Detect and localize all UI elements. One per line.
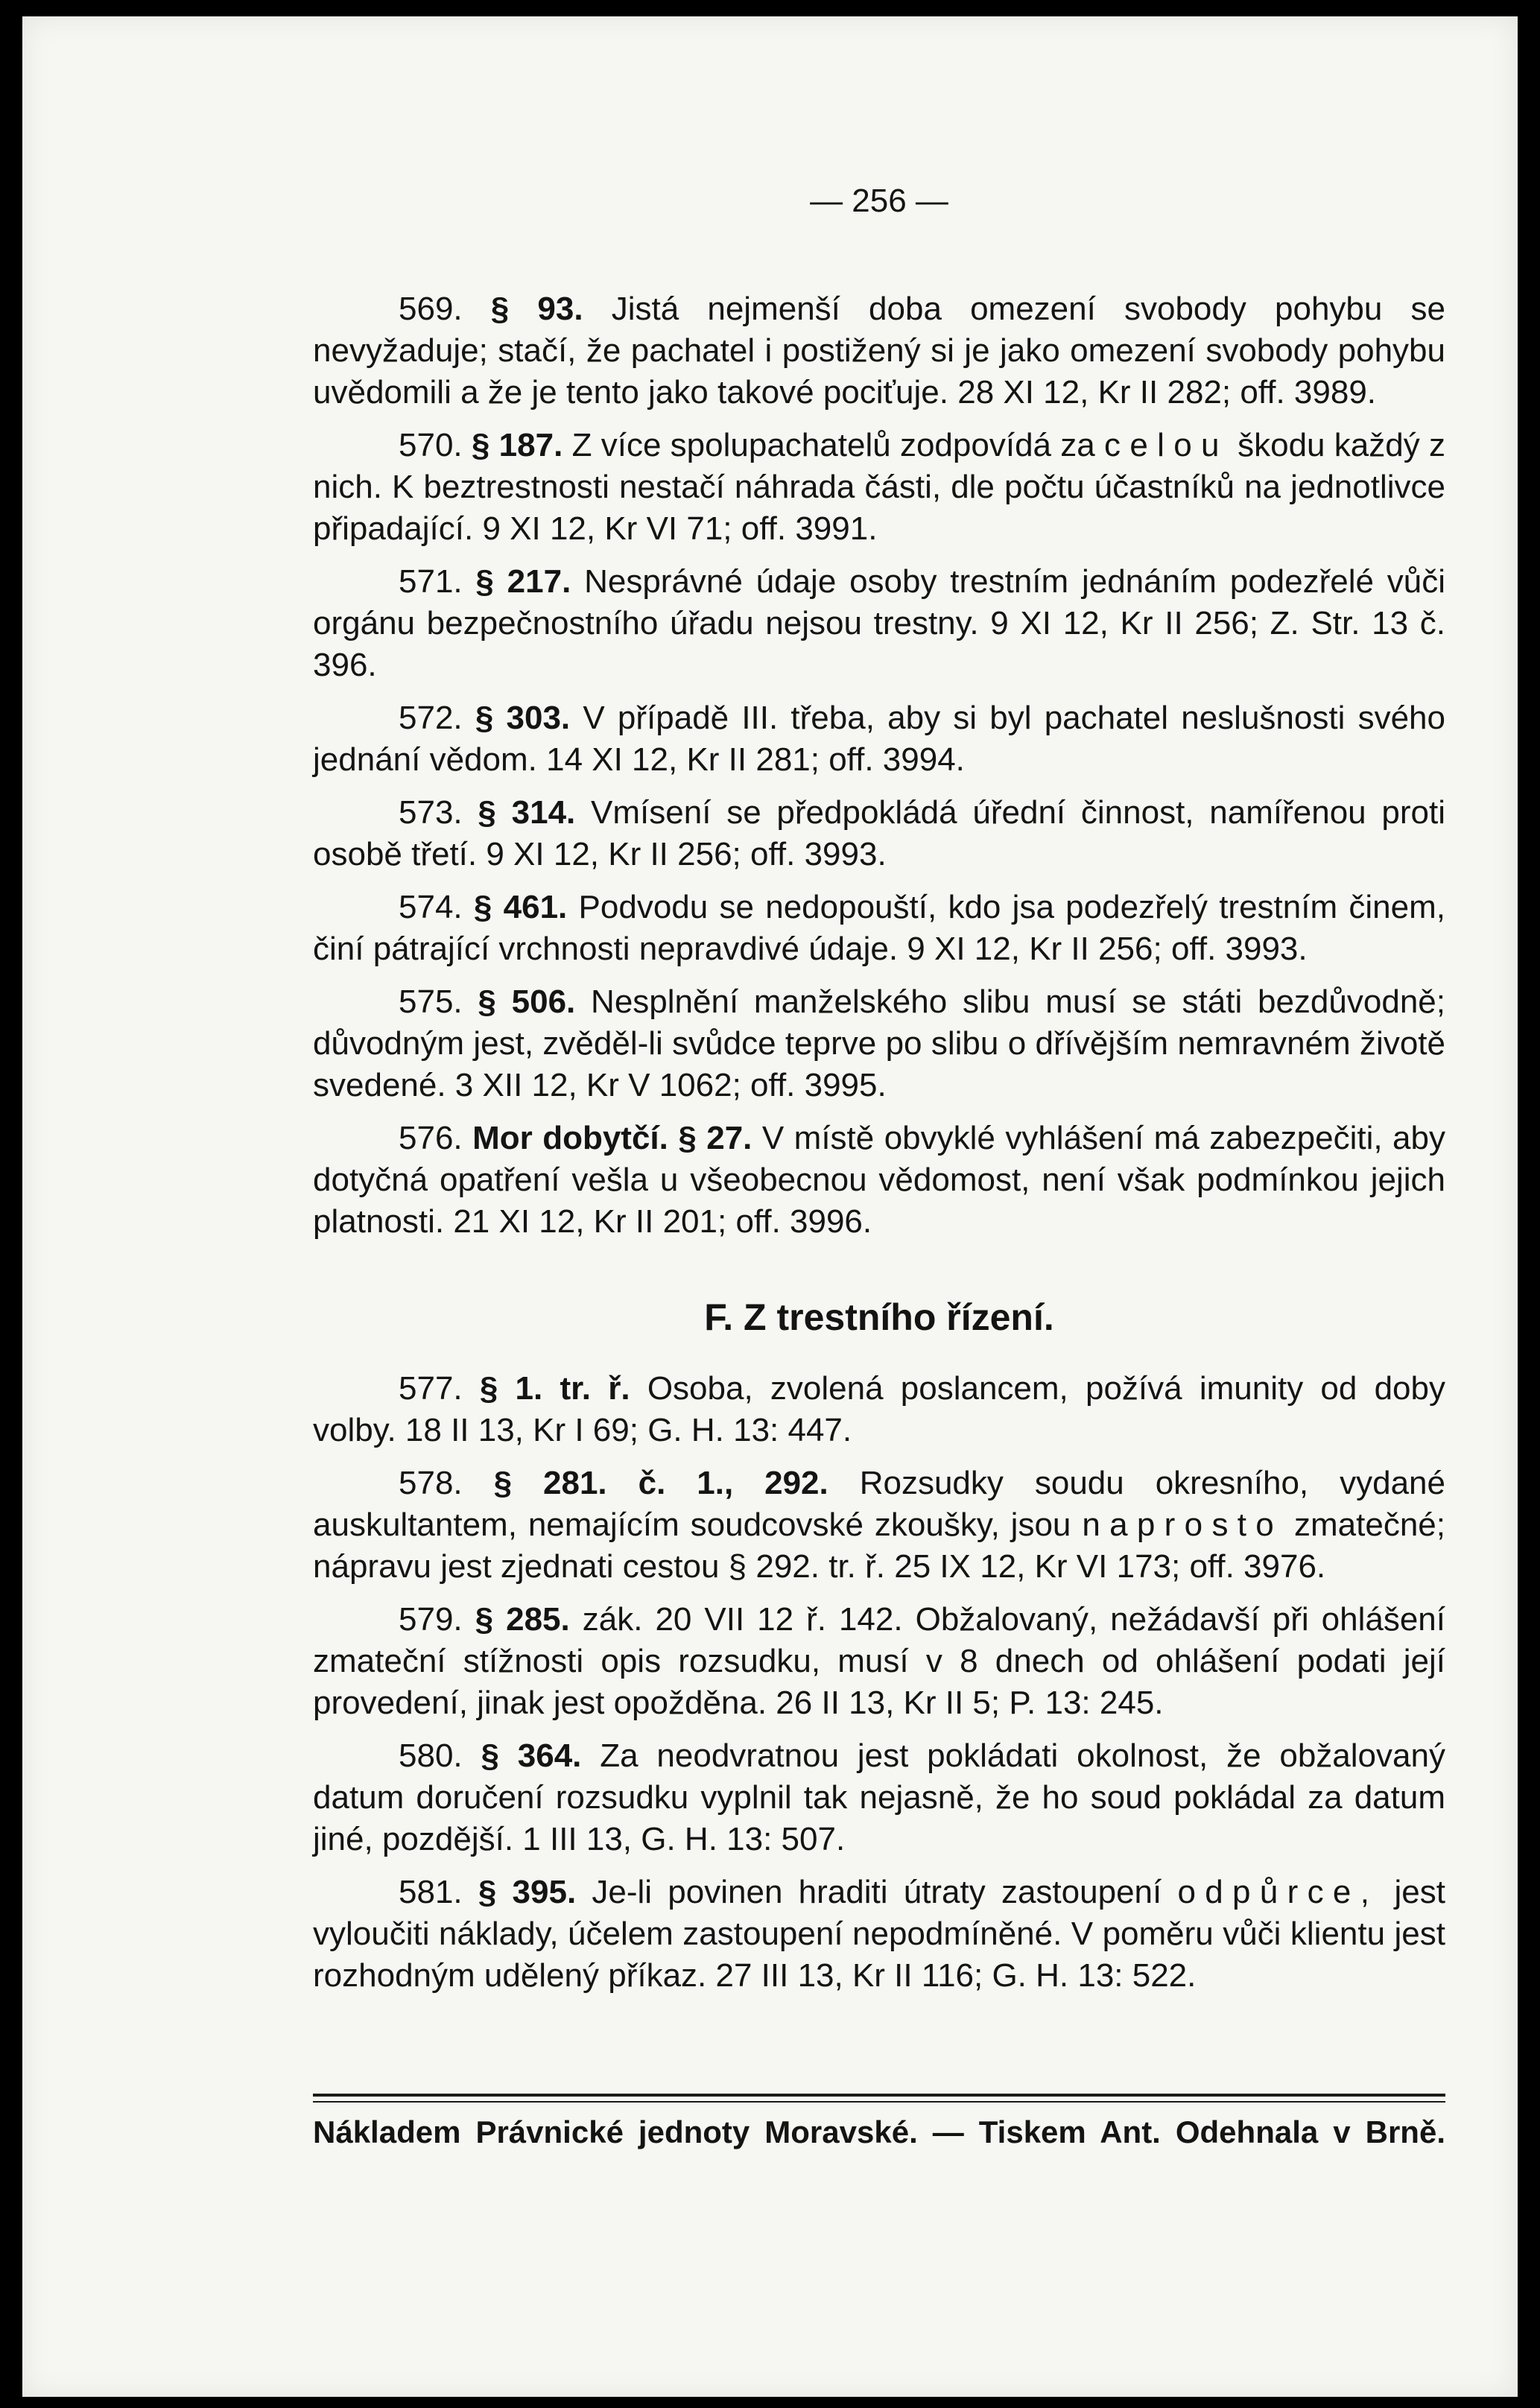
- footer-rule-thin: [313, 2101, 1445, 2103]
- entry-section: § 395.: [478, 1874, 577, 1910]
- entry-573: [313, 792, 1445, 875]
- entry-number: 575.: [399, 983, 463, 1020]
- entry-581: [313, 1872, 1445, 1997]
- entry-579: [313, 1599, 1445, 1724]
- entry-spaced-word: odpůrce,: [1177, 1874, 1379, 1910]
- entry-text-pre: Je-li povinen hraditi útraty zastoupení: [592, 1874, 1162, 1910]
- entry-section: § 93.: [490, 291, 583, 327]
- entry-text: škodu každý z nich. K beztrestnosti nestačí náhrada části, dle počtu účastníků na jednotlivce připadající. 9 XI 12, Kr VI 71; off. 3991.: [313, 427, 1445, 547]
- entry-number: 580.: [399, 1737, 463, 1774]
- entry-section: § 506.: [478, 983, 576, 1020]
- entry-section: § 1. tr. ř.: [479, 1370, 630, 1407]
- entry-number: 581.: [399, 1874, 463, 1910]
- entry-section: § 281. č. 1., 292.: [493, 1465, 828, 1501]
- entry-section: § 285.: [475, 1601, 570, 1638]
- entry-number: 574.: [399, 889, 463, 925]
- entry-text: jest vyloučiti náklady, účelem zastoupení nepodmíněné. V poměru vůči klientu jest rozhodným udělený příkaz. 27 III 13, Kr II 116; G. H. 13: 522.: [313, 1874, 1445, 1994]
- entry-text: Vmísení se předpokládá úřední činnost, namířenou proti osobě třetí. 9 XI 12, Kr II 256; off. 3993.: [313, 794, 1445, 872]
- entry-section: § 461.: [473, 889, 568, 925]
- entry-number: 577.: [399, 1370, 463, 1407]
- entry-text: Osoba, zvolená poslancem, požívá imunity od doby volby. 18 II 13, Kr I 69; G. H. 13: 447.: [313, 1370, 1445, 1448]
- entry-text: zák. 20 VII 12 ř. 142. Obžalovaný, nežádavší při ohlášení zmateční stížnosti opis rozsudku, musí v 8 dnech od ohlášení podati její provedení, jinak jest opožděna. 26 II 13, Kr II 5; P. 13: 245.: [313, 1601, 1445, 1721]
- entry-572: [313, 697, 1445, 781]
- entry-section: Mor dobytčí. § 27.: [472, 1120, 752, 1156]
- entry-section: § 303.: [475, 700, 571, 736]
- entry-number: 579.: [399, 1601, 463, 1638]
- entry-number: 569.: [399, 291, 463, 327]
- entry-number: 570.: [399, 427, 463, 463]
- entry-574: [313, 887, 1445, 970]
- entry-text: Nesprávné údaje osoby trestním jednáním podezřelé vůči orgánu bezpečnostního úřadu nejsou trestny. 9 XI 12, Kr II 256; Z. Str. 13 č. 396.: [313, 563, 1445, 683]
- entry-section: § 364.: [481, 1737, 582, 1774]
- entry-570: [313, 425, 1445, 550]
- entry-spaced-word: celou: [1104, 427, 1229, 463]
- entry-text: zmatečné; nápravu jest zjednati cestou § 292. tr. ř. 25 IX 12, Kr VI 173; off. 3976.: [313, 1506, 1445, 1585]
- entry-text: Podvodu se nedopouští, kdo jsa podezřelý trestním činem, činí pátrající vrchnosti nepravdivé údaje. 9 XI 12, Kr II 256; off. 3993.: [313, 889, 1445, 967]
- entry-text: V místě obvyklé vyhlášení má zabezpečiti, aby dotyčná opatření vešla u všeobecnou vědomost, není však podmínkou jejich platnosti. 21 XI 12, Kr II 201; off. 3996.: [313, 1120, 1445, 1240]
- entry-section: § 217.: [475, 563, 571, 600]
- entry-number: 578.: [399, 1465, 463, 1501]
- entry-text-pre: Rozsudky soudu okresního, vydané auskultantem, nemajícím soudcovské zkoušky, jsou: [313, 1465, 1445, 1543]
- imprint-footer: Nákladem Právnické jednoty Moravské. — Tiskem Ant. Odehnala v Brně.: [313, 2114, 1445, 2149]
- entry-580: [313, 1735, 1445, 1860]
- entry-spaced-word: naprosto: [1082, 1506, 1284, 1543]
- entry-text-pre: Z více spolupachatelů zodpovídá za: [571, 427, 1095, 463]
- section-heading: F. Z trestního řízení.: [704, 1296, 1054, 1338]
- footer-rules: [313, 2094, 1445, 2103]
- entry-text: Jistá nejmenší doba omezení svobody pohybu se nevyžaduje; stačí, že pachatel i postižený si je jako omezení svobody pohybu uvědomili a že je tento jako takové pociťuje. 28 XI 12, Kr II 282; off. 3989.: [313, 291, 1445, 411]
- page-number: — 256 —: [810, 183, 948, 219]
- entry-576: [313, 1118, 1445, 1243]
- entry-text: V případě III. třeba, aby si byl pachatel neslušnosti svého jednání vědom. 14 XI 12, Kr II 281; off. 3994.: [313, 700, 1445, 778]
- entry-571: [313, 561, 1445, 686]
- entry-577: [313, 1368, 1445, 1451]
- document-page: [22, 16, 1518, 2397]
- entry-text: Za neodvratnou jest pokládati okolnost, že obžalovaný datum doručení rozsudku vyplnil tak nejasně, že ho soud pokládal za datum jiné, pozdější. 1 III 13, G. H. 13: 507.: [313, 1737, 1445, 1857]
- entry-section: § 314.: [478, 794, 576, 831]
- entry-number: 573.: [399, 794, 463, 831]
- entry-number: 571.: [399, 563, 463, 600]
- entry-section: § 187.: [471, 427, 563, 463]
- entry-578: [313, 1463, 1445, 1588]
- footer-rule-thick: [313, 2094, 1445, 2097]
- entry-575: [313, 981, 1445, 1106]
- entries-list: [313, 288, 1445, 2008]
- entry-text: Nesplnění manželského slibu musí se státi bezdůvodně; důvodným jest, zvěděl-li svůdce teprve po slibu o dřívějším nemravném životě svedené. 3 XII 12, Kr V 1062; off. 3995.: [313, 983, 1445, 1103]
- entry-569: [313, 288, 1445, 414]
- entry-number: 572.: [399, 700, 463, 736]
- entry-number: 576.: [399, 1120, 463, 1156]
